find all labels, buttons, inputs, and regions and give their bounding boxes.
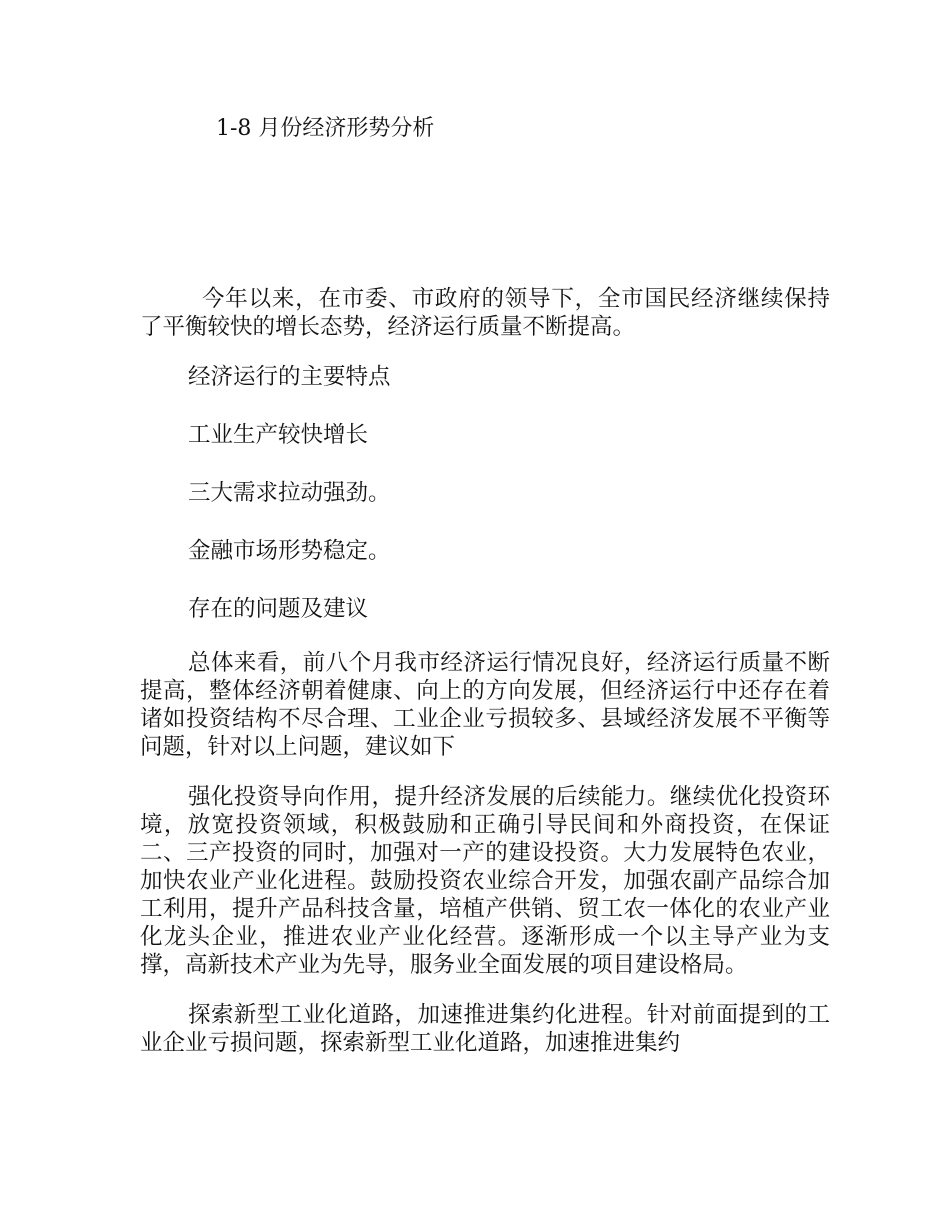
section-heading-industrial-growth: 工业生产较快增长 (188, 422, 369, 448)
section-heading-demand: 三大需求拉动强劲。 (188, 480, 391, 506)
intro-paragraph: 今年以来，在市委、市政府的领导下，全市国民经济继续保持了平衡较快的增长态势，经济运行质量不断提高。 (140, 286, 830, 340)
document-body (140, 285, 830, 1079)
section-heading-problems-suggestions: 存在的问题及建议 (188, 596, 369, 622)
document-title: 1-8 月份经济形势分析 (216, 116, 435, 141)
body-paragraph-investment: 强化投资导向作用，提升经济发展的后续能力。继续优化投资环境，放宽投资领域，积极鼓励和正确引导民间和外商投资，在保证二、三产投资的同时，加强对一产的建设投资。大力发展特色农业，加快农业产业化进程。鼓励投资农业综合开发，加强农副产品综合加工利用，提升产品科技含量，培植产供销、贸工农一体化的农业产业化龙头企业，推进农业产业化经营。逐渐形成一个以主导产业为支撑，高新技术产业为先导，服务业全面发展的项目建设格局。 (140, 784, 830, 978)
body-paragraph-overview: 总体来看，前八个月我市经济运行情况良好，经济运行质量不断提高，整体经济朝着健康、向上的方向发展，但经济运行中还存在着诸如投资结构不尽合理、工业企业亏损较多、县域经济发展不平衡等问题，针对以上问题，建议如下 (140, 650, 830, 760)
body-paragraph-industrialization: 探索新型工业化道路，加速推进集约化进程。针对前面提到的工业企业亏损问题，探索新型工业化道路，加速推进集约 (140, 1002, 830, 1056)
section-heading-main-features: 经济运行的主要特点 (188, 364, 391, 390)
section-heading-financial-market: 金融市场形势稳定。 (188, 538, 391, 564)
